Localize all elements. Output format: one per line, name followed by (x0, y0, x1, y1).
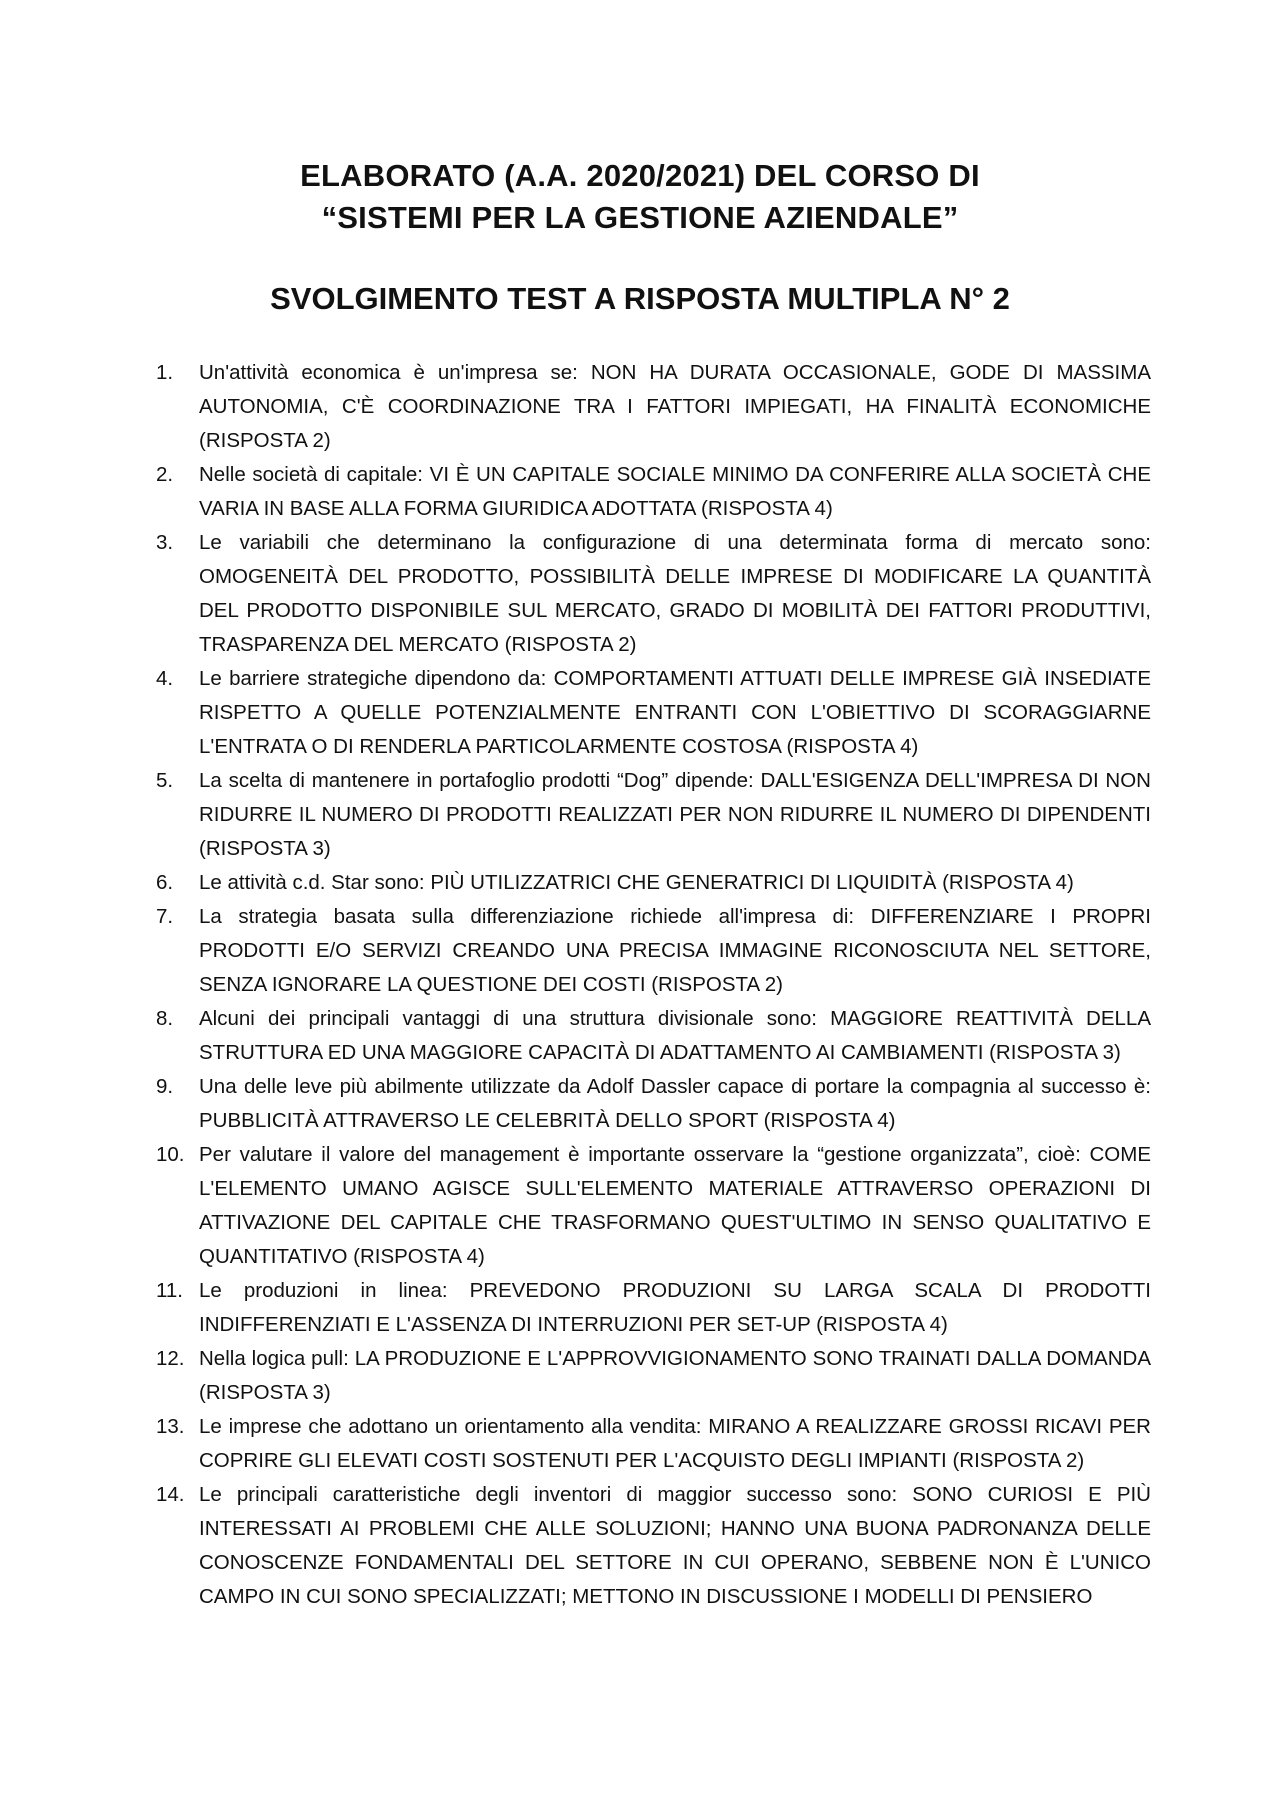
list-item-number: 13. (156, 1415, 185, 1438)
list-item (0, 1274, 1151, 1342)
list-item-text: Una delle leve più abilmente utilizzate da Adolf Dassler capace di portare la compagnia al successo è: PUBBLICITÀ ATTRAVERSO LE CELEBRITÀ DELLO SPORT (RISPOSTA 4) (199, 1075, 1151, 1132)
list-item-number: 8. (156, 1007, 174, 1030)
list-item-text: Le attività c.d. Star sono: PIÙ UTILIZZATRICI CHE GENERATRICI DI LIQUIDITÀ (RISPOSTA 4) (199, 871, 1074, 894)
list-item (0, 900, 1151, 1002)
title-line-2: “SISTEMI PER LA GESTIONE AZIENDALE” (321, 200, 959, 235)
list-item (0, 458, 1151, 526)
list-item-number: 2. (156, 463, 174, 486)
list-item-text: Nelle società di capitale: VI È UN CAPITALE SOCIALE MINIMO DA CONFERIRE ALLA SOCIETÀ CHE VARIA IN BASE ALLA FORMA GIURIDICA ADOTTATA (RISPOSTA 4) (199, 463, 1151, 520)
list-item-text: Un'attività economica è un'impresa se: NON HA DURATA OCCASIONALE, GODE DI MASSIMA AUTONOMIA, C'È COORDINAZIONE TRA I FATTORI IMPIEGATI, HA FINALITÀ ECONOMICHE (RISPOSTA 2) (199, 361, 1151, 452)
list-item-number: 11. (156, 1279, 183, 1302)
title-line-1: ELABORATO (A.A. 2020/2021) DEL CORSO DI (300, 158, 980, 193)
list-item-text: Per valutare il valore del management è importante osservare la “gestione organizzata”, cioè: COME L'ELEMENTO UMANO AGISCE SULL'ELEMENTO MATERIALE ATTRAVERSO OPERAZIONI DI ATTIVAZIONE DEL CAPITALE CHE TRASFORMANO QUEST'ULTIMO IN SENSO QUALITATIVO E QUANTITATIVO (RISPOSTA 4) (199, 1143, 1151, 1268)
answers-list (0, 356, 1280, 1614)
list-item-text: Nella logica pull: LA PRODUZIONE E L'APPROVVIGIONAMENTO SONO TRAINATI DALLA DOMANDA (RISPOSTA 3) (199, 1347, 1151, 1404)
list-item-number: 7. (156, 905, 174, 928)
list-item-number: 9. (156, 1075, 174, 1098)
list-item (0, 1002, 1151, 1070)
list-item-number: 6. (156, 871, 174, 894)
list-item-text: La scelta di mantenere in portafoglio prodotti “Dog” dipende: DALL'ESIGENZA DELL'IMPRESA DI NON RIDURRE IL NUMERO DI PRODOTTI REALIZZATI PER NON RIDURRE IL NUMERO DI DIPENDENTI (RISPOSTA 3) (199, 769, 1151, 860)
list-item-text: Le imprese che adottano un orientamento alla vendita: MIRANO A REALIZZARE GROSSI RICAVI PER COPRIRE GLI ELEVATI COSTI SOSTENUTI PER L'ACQUISTO DEGLI IMPIANTI (RISPOSTA 2) (199, 1415, 1151, 1472)
list-item-number: 1. (156, 361, 174, 384)
document-subtitle: SVOLGIMENTO TEST A RISPOSTA MULTIPLA N° 2 (270, 281, 1010, 316)
list-item-number: 12. (156, 1347, 185, 1370)
list-item-text: Le variabili che determinano la configurazione di una determinata forma di mercato sono: OMOGENEITÀ DEL PRODOTTO, POSSIBILITÀ DELLE IMPRESE DI MODIFICARE LA QUANTITÀ DEL PRODOTTO DISPONIBILE SUL MERCATO, GRADO DI MOBILITÀ DEI FATTORI PRODUTTIVI, TRASPARENZA DEL MERCATO (RISPOSTA 2) (199, 531, 1151, 656)
list-item-number: 10. (156, 1143, 185, 1166)
list-item (0, 1070, 1151, 1138)
list-item (0, 764, 1151, 866)
list-item (0, 526, 1151, 662)
list-item-text: Le barriere strategiche dipendono da: COMPORTAMENTI ATTUATI DELLE IMPRESE GIÀ INSEDIATE RISPETTO A QUELLE POTENZIALMENTE ENTRANTI CON L'OBIETTIVO DI SCORAGGIARNE L'ENTRATA O DI RENDERLA PARTICOLARMENTE COSTOSA (RISPOSTA 4) (199, 667, 1151, 758)
list-item (0, 866, 1151, 900)
list-item-text: La strategia basata sulla differenziazione richiede all'impresa di: DIFFERENZIARE I PROPRI PRODOTTI E/O SERVIZI CREANDO UNA PRECISA IMMAGINE RICONOSCIUTA NEL SETTORE, SENZA IGNORARE LA QUESTIONE DEI COSTI (RISPOSTA 2) (199, 905, 1151, 996)
list-item (0, 356, 1151, 458)
list-item (0, 1478, 1151, 1614)
list-item-text: Le produzioni in linea: PREVEDONO PRODUZIONI SU LARGA SCALA DI PRODOTTI INDIFFERENZIATI E L'ASSENZA DI INTERRUZIONI PER SET-UP (RISPOSTA 4) (199, 1279, 1151, 1336)
list-item-text: Alcuni dei principali vantaggi di una struttura divisionale sono: MAGGIORE REATTIVITÀ DELLA STRUTTURA ED UNA MAGGIORE CAPACITÀ DI ADATTAMENTO AI CAMBIAMENTI (RISPOSTA 3) (199, 1007, 1151, 1064)
list-item (0, 1342, 1151, 1410)
list-item (0, 1138, 1151, 1274)
list-item-number: 4. (156, 667, 174, 690)
list-item-number: 5. (156, 769, 174, 792)
list-item (0, 1410, 1151, 1478)
list-item-number: 14. (156, 1483, 185, 1506)
list-item (0, 662, 1151, 764)
document-title (0, 155, 1280, 239)
list-item-number: 3. (156, 531, 174, 554)
list-item-text: Le principali caratteristiche degli inventori di maggior successo sono: SONO CURIOSI E PIÙ INTERESSATI AI PROBLEMI CHE ALLE SOLUZIONI; HANNO UNA BUONA PADRONANZA DELLE CONOSCENZE FONDAMENTALI DEL SETTORE IN CUI OPERANO, SEBBENE NON È L'UNICO CAMPO IN CUI SONO SPECIALIZZATI; METTONO IN DISCUSSIONE I MODELLI DI PENSIERO (199, 1483, 1151, 1608)
